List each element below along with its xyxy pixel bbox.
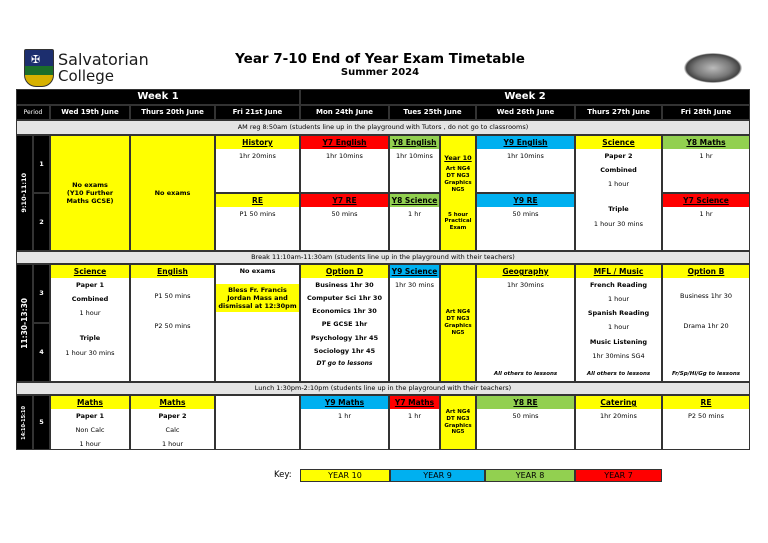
subject-label: Y7 RE xyxy=(300,194,389,207)
cell-line: Graphics NG5 xyxy=(444,422,472,436)
cell-line: No exams xyxy=(72,180,108,189)
key-year10: YEAR 10 xyxy=(300,469,390,482)
cell-line: Paper 2 xyxy=(158,412,187,420)
day-header: Wed 19th June xyxy=(50,105,130,120)
cell-line: Business 1hr 30 xyxy=(315,281,374,289)
cell-line: 1 hour xyxy=(607,180,630,189)
cell-line: 1 hour xyxy=(161,440,184,449)
exam-cell xyxy=(389,135,440,193)
day-header: Thurs 27th June xyxy=(575,105,662,120)
timetable xyxy=(16,89,750,470)
subject-label: Y8 RE xyxy=(476,396,575,409)
cell-line: Art NG4 xyxy=(445,309,471,316)
duration: 50 mins xyxy=(512,210,539,218)
duration: P1 50 mins xyxy=(239,210,276,218)
no-exams-cell xyxy=(130,135,215,251)
cell-line: Non Calc xyxy=(75,426,105,435)
subject-label: Science xyxy=(50,265,130,278)
exam-cell xyxy=(300,193,389,251)
cell-line: Graphics NG5 xyxy=(444,179,472,193)
cell-line: 1 hour xyxy=(79,309,101,318)
cell-line: DT NG3 xyxy=(446,415,470,422)
exam-cell xyxy=(130,395,215,450)
cell-line: Maths GCSE) xyxy=(66,197,114,206)
cell-line: (Y10 Further xyxy=(66,188,114,197)
duration: 1 hr xyxy=(408,412,421,420)
week2-header: Week 2 xyxy=(300,89,750,105)
cell-line: 1hr 30mins SG4 xyxy=(592,351,645,360)
exam-cell xyxy=(389,193,440,251)
exam-cell xyxy=(575,264,662,382)
cell-line: Triple xyxy=(608,205,629,214)
cell-line: Psychology 1hr 45 xyxy=(310,333,379,342)
key-label: Key: xyxy=(274,470,292,480)
subject-label: Y9 Maths xyxy=(300,396,389,409)
duration: 1 hr xyxy=(699,152,713,160)
subject-label: History xyxy=(215,136,300,149)
duration: 1 hr xyxy=(699,210,713,218)
exam-cell xyxy=(476,264,575,382)
subject-label: English xyxy=(130,265,215,278)
brand-line1: Salvatorian xyxy=(58,50,149,69)
duration: 1 hr xyxy=(408,210,421,218)
exam-cell xyxy=(662,395,750,450)
no-exams-cell xyxy=(50,135,130,251)
exam-cell xyxy=(662,264,750,382)
cell-line: Business 1hr 30 xyxy=(680,292,732,300)
key-year8: YEAR 8 xyxy=(485,469,575,482)
cell-line: Paper 2 xyxy=(604,152,633,160)
exam-cell xyxy=(300,395,389,450)
subject-label: Y7 Maths xyxy=(389,396,440,409)
exam-cell xyxy=(476,395,575,450)
empty-cell xyxy=(215,395,300,450)
cell-line: Computer Sci 1hr 30 xyxy=(307,294,382,303)
mid-time-label xyxy=(16,264,33,382)
year10-practical-cell xyxy=(440,395,476,450)
cell-line: 1 hour 30 mins xyxy=(65,348,115,357)
cell-line: Combined xyxy=(600,166,637,175)
subject-label: Science xyxy=(575,136,662,149)
cell-note: All others to lessons xyxy=(493,371,558,378)
cell-line: Paper 1 xyxy=(75,412,105,420)
cell-line: French Reading xyxy=(590,281,647,289)
duration: 1hr 20mins xyxy=(600,412,637,420)
cell-line: Graphics NG5 xyxy=(444,323,472,336)
duration: P2 50 mins xyxy=(687,412,725,420)
exam-cell xyxy=(389,395,440,450)
exam-cell xyxy=(215,193,300,251)
duration: 1hr 10mins xyxy=(326,152,363,160)
exam-cell xyxy=(50,395,130,450)
period-number: 4 xyxy=(33,323,50,382)
cell-line: 1 hour 30 mins xyxy=(593,219,644,228)
brand-line2: College xyxy=(58,67,114,85)
cell-line: dismissal at 12:30pm xyxy=(218,302,297,311)
cell-line: 1 hour xyxy=(607,323,630,332)
am-time-label xyxy=(16,135,33,251)
period-number: 2 xyxy=(33,193,50,251)
subject-label: Maths xyxy=(130,396,215,409)
exam-cell xyxy=(300,135,389,193)
exam-cell xyxy=(300,264,389,382)
cell-line: PE GCSE 1hr xyxy=(321,320,368,329)
exam-cell xyxy=(662,135,750,193)
cell-line: P2 50 mins xyxy=(154,322,191,331)
break-note: Break 11:10am-11:30am (students line up in the playground with their teachers) xyxy=(16,251,750,264)
cell-line: P1 50 mins xyxy=(154,292,191,300)
cell-line: Practical Exam xyxy=(444,218,472,232)
subject-label: Y7 Science xyxy=(662,194,750,207)
day-header: Fri 21st June xyxy=(215,105,300,120)
cell-line: 1 hour xyxy=(607,295,630,304)
cell-line: Jordan Mass and xyxy=(227,294,288,303)
cell-line: Art NG4 xyxy=(445,166,471,172)
mass-notice xyxy=(216,284,299,312)
duration: 1hr 10mins xyxy=(507,152,544,160)
exam-cell xyxy=(476,135,575,193)
cell-line: DT NG3 xyxy=(446,172,470,179)
subject-label: Catering xyxy=(575,396,662,409)
crest-icon: ✠ xyxy=(24,49,54,87)
mid-time-text: 11:30-13:30 xyxy=(19,297,29,349)
duration: 1hr 30 mins xyxy=(395,281,434,289)
cell-line: 1 hour xyxy=(79,440,101,449)
cell-line: Drama 1hr 20 xyxy=(683,322,729,331)
building-photo xyxy=(684,53,742,83)
subject-label: Option B xyxy=(662,265,750,278)
lunch-note: Lunch 1:30pm-2:10pm (students line up in the playground with their teachers) xyxy=(16,382,750,395)
year10-practical-cell xyxy=(440,135,476,251)
cell-line: Triple xyxy=(79,334,101,343)
exam-cell xyxy=(575,135,662,251)
day-header: Wed 26th June xyxy=(476,105,575,120)
period-header: Period xyxy=(16,105,50,120)
day-header: Thurs 20th June xyxy=(130,105,215,120)
subject-label: Geography xyxy=(476,265,575,278)
exam-cell xyxy=(215,135,300,193)
subject-label: Y7 English xyxy=(300,136,389,149)
subject-label: RE xyxy=(215,194,300,207)
cell-line: Music Listening xyxy=(589,337,648,346)
am-time-text: 9:10-11:10 xyxy=(20,173,29,213)
day-header: Fri 28th June xyxy=(662,105,750,120)
key-year7: YEAR 7 xyxy=(575,469,662,482)
subject-label: Y9 Science xyxy=(389,265,440,278)
duration: 50 mins xyxy=(331,210,358,218)
day-header: Mon 24th June xyxy=(300,105,389,120)
cell-note: Fr/Sp/Hi/Gg to lessons xyxy=(671,371,741,378)
subject-label: Y8 Maths xyxy=(662,136,750,149)
cell-line: DT go to lessons xyxy=(316,359,373,367)
exam-cell xyxy=(662,193,750,251)
duration: 1hr 20mins xyxy=(239,152,276,160)
cell-line: Economics 1hr 30 xyxy=(312,307,377,316)
subject-label: RE xyxy=(662,396,750,409)
subject-label: Y8 Science xyxy=(389,194,440,207)
pm-time-label xyxy=(16,395,33,450)
subject-label: No exams xyxy=(239,267,276,275)
college-logo xyxy=(24,49,169,89)
duration: 1hr 30mins xyxy=(507,281,544,289)
pm-time-text: 14:10-15:10 xyxy=(21,405,28,440)
cell-line: Year 10 xyxy=(444,153,472,162)
exam-cell xyxy=(130,264,215,382)
cell-note: All others to lessons xyxy=(586,371,651,378)
page-subtitle: Summer 2024 xyxy=(340,67,420,78)
cell-line: DT NG3 xyxy=(446,316,470,323)
cell-line: Combined xyxy=(71,295,109,304)
cell-line: 5 hour xyxy=(447,211,469,218)
subject-label: Option D xyxy=(300,265,389,278)
cell-line: Sociology 1hr 45 xyxy=(313,346,376,355)
cell-line: Bless Fr. Francis xyxy=(228,286,287,294)
cell-line: No exams xyxy=(154,188,191,197)
exam-cell xyxy=(50,264,130,382)
page-title: Year 7-10 End of Year Exam Timetable xyxy=(235,51,525,67)
cell-line: Paper 1 xyxy=(75,281,105,289)
period-number: 1 xyxy=(33,135,50,193)
exam-cell xyxy=(575,395,662,450)
exam-cell xyxy=(476,193,575,251)
subject-label: Y8 English xyxy=(389,136,440,149)
week1-header: Week 1 xyxy=(16,89,300,105)
key-year9: YEAR 9 xyxy=(390,469,485,482)
subject-label: MFL / Music xyxy=(575,265,662,278)
cell-line: Calc xyxy=(165,426,180,435)
exam-cell xyxy=(389,264,440,382)
subject-label: Y9 RE xyxy=(476,194,575,207)
registration-note: AM reg 8:50am (students line up in the playground with Tutors , do not go to classrooms) xyxy=(16,120,750,135)
cell-line: Spanish Reading xyxy=(587,309,650,318)
exam-cell xyxy=(215,264,300,382)
period-number: 5 xyxy=(33,395,50,450)
subject-label: Maths xyxy=(50,396,130,409)
duration: 1hr 10mins xyxy=(396,152,433,160)
duration: 50 mins xyxy=(512,412,539,420)
subject-label: Y9 English xyxy=(476,136,575,149)
cell-line: Art NG4 xyxy=(445,408,471,415)
duration: 1 hr xyxy=(338,412,351,420)
year10-practical-cell xyxy=(440,264,476,382)
period-number: 3 xyxy=(33,264,50,323)
day-header: Tues 25th June xyxy=(389,105,476,120)
